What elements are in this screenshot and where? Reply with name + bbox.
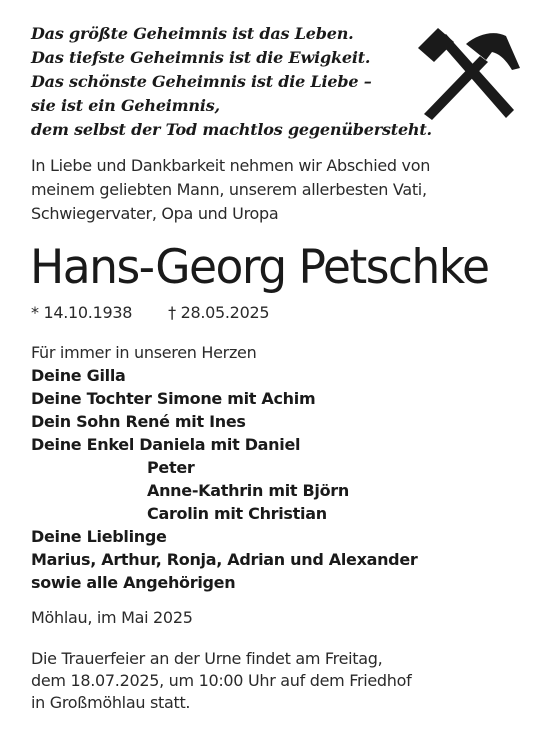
poem-line: Das tiefste Geheimnis ist die Ewigkeit. <box>31 48 371 67</box>
intro-line: meinem geliebten Mann, unserem allerbesten Vati, <box>31 180 427 199</box>
death-date: † 28.05.2025 <box>168 303 270 322</box>
mourner-line: Deine Lieblinge <box>31 527 167 546</box>
poem-line: dem selbst der Tod machtlos gegenübersteht. <box>31 120 432 139</box>
poem-line: sie ist ein Geheimnis, <box>31 96 220 115</box>
mourner-line: Deine Enkel Daniela mit Daniel <box>31 435 301 454</box>
life-dates <box>31 301 269 325</box>
intro-text <box>31 154 531 226</box>
place-and-date: Möhlau, im Mai 2025 <box>31 608 193 627</box>
poem-line: Das schönste Geheimnis ist die Liebe – <box>31 72 372 91</box>
poem-line: Das größte Geheimnis ist das Leben. <box>31 24 354 43</box>
funeral-info <box>31 648 531 714</box>
birth-date: * 14.10.1938 <box>31 303 133 322</box>
mourners-heading: Für immer in unseren Herzen <box>31 343 257 362</box>
deceased-name: Hans-Georg Petschke <box>30 240 489 295</box>
mourner-line: Deine Tochter Simone mit Achim <box>31 389 316 408</box>
mourner-line: Peter <box>147 458 195 477</box>
mourner-line: Dein Sohn René mit Ines <box>31 412 246 431</box>
hammer-and-pick-icon <box>416 26 520 122</box>
funeral-line: Die Trauerfeier an der Urne findet am Freitag, <box>31 649 383 668</box>
intro-line: In Liebe und Dankbarkeit nehmen wir Abschied von <box>31 156 431 175</box>
funeral-line: in Großmöhlau statt. <box>31 693 191 712</box>
mourner-line: Carolin mit Christian <box>147 504 327 523</box>
poem <box>31 22 431 142</box>
intro-line: Schwiegervater, Opa und Uropa <box>31 204 279 223</box>
mourners-list <box>31 341 531 594</box>
mourner-line: sowie alle Angehörigen <box>31 573 236 592</box>
mourner-line: Marius, Arthur, Ronja, Adrian und Alexander <box>31 550 418 569</box>
funeral-line: dem 18.07.2025, um 10:00 Uhr auf dem Friedhof <box>31 671 412 690</box>
mourner-line: Deine Gilla <box>31 366 126 385</box>
mourner-line: Anne-Kathrin mit Björn <box>147 481 349 500</box>
